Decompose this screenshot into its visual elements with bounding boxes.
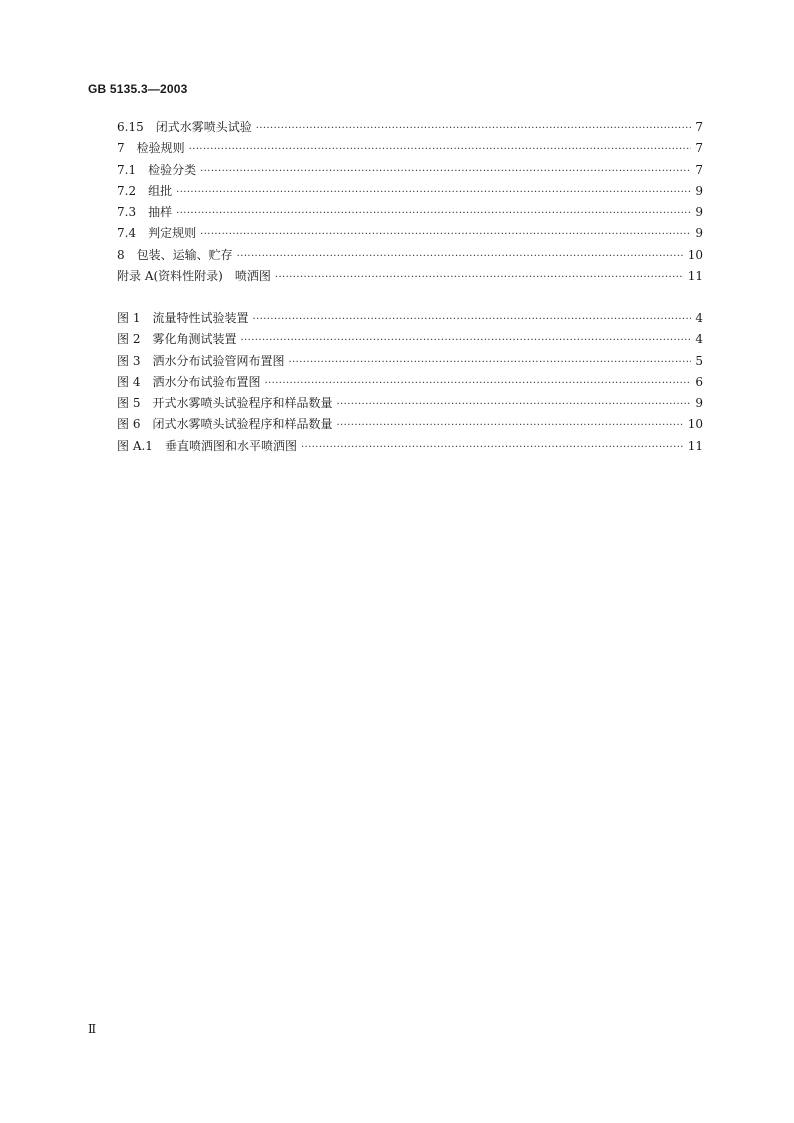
toc-entry-page: 11 [687,269,703,284]
toc-entry-title: 包装、运输、贮存 [136,247,233,262]
toc-entry-page: 9 [695,183,703,198]
toc-entry-page: 9 [695,205,703,220]
dot-leader [176,182,691,203]
toc-entry-title: 开式水雾喷头试验程序和样品数量 [152,396,333,411]
dot-leader [200,161,691,182]
toc-entry-number: 图 3 [117,353,141,368]
toc-entry-number: 8 [117,247,125,262]
toc-entry-title: 组批 [148,183,173,198]
toc-entry-title: 检验规则 [136,141,185,156]
toc-section-row[interactable] [117,117,703,138]
toc-section-row[interactable] [117,138,703,159]
toc-entry-number: 附录 A(资料性附录) [117,269,223,284]
toc-entry-page: 5 [695,353,703,368]
toc-entry-number: 图 1 [117,311,141,325]
toc-entry-title: 喷洒图 [234,269,271,284]
toc-entry-page: 4 [695,311,703,325]
dot-leader [336,415,683,436]
toc-entry-number: 7.2 [117,183,137,198]
toc-section-row[interactable] [117,160,703,181]
toc-entry-title: 洒水分布试验布置图 [152,374,261,389]
toc-entry-page: 9 [695,396,703,411]
toc-entry-page: 7 [695,120,703,134]
toc-figure-row[interactable] [117,414,703,435]
toc-entry-page: 4 [695,332,703,347]
toc-figure-row[interactable] [117,351,703,372]
toc-entry-number: 图 5 [117,396,141,411]
toc-section-row[interactable] [117,202,703,223]
toc-entry-title: 洒水分布试验管网布置图 [152,353,285,368]
toc-section-row[interactable] [117,245,703,266]
toc-figure-row[interactable] [117,329,703,350]
toc-entry-number: 6.15 [117,120,144,134]
dot-leader [264,373,691,394]
toc-entry-number: 7 [117,141,125,156]
dot-leader [200,224,691,245]
toc-entry-number: 7.1 [117,162,137,177]
page-number-roman: Ⅱ [88,1022,97,1036]
dot-leader [256,118,692,139]
toc-figure-row[interactable] [117,436,703,457]
toc-entry-page: 7 [695,141,703,156]
toc-entry-title: 垂直喷洒图和水平喷洒图 [164,438,297,453]
toc-entry-title: 闭式水雾喷头试验程序和样品数量 [152,417,333,432]
dot-leader [189,139,692,160]
toc-figures-list [117,308,703,457]
toc-entry-page: 6 [695,374,703,389]
dot-leader [288,352,691,373]
toc-entry-number: 图 4 [117,374,141,389]
toc-figure-row[interactable] [117,393,703,414]
toc-entry-number: 图 6 [117,417,141,432]
toc-entry-title: 雾化角测试装置 [152,332,237,347]
toc-entry-title: 闭式水雾喷头试验 [155,120,252,134]
toc-entry-page: 11 [687,438,703,453]
toc-entry-number: 7.4 [117,226,137,241]
toc-section-row[interactable] [117,266,703,287]
toc-entry-title: 流量特性试验装置 [152,311,249,325]
dot-leader [237,246,684,267]
toc-section-row[interactable] [117,223,703,244]
toc-entry-page: 10 [687,417,703,432]
toc-entry-number: 7.3 [117,205,137,220]
dot-leader [275,267,684,288]
standard-id-header: GB 5135.3—2003 [88,82,188,96]
toc-entry-page: 9 [695,226,703,241]
toc-sections-list [117,117,703,287]
toc-entry-page: 10 [687,247,703,262]
toc-entry-page: 7 [695,162,703,177]
toc-figure-row[interactable] [117,372,703,393]
toc-entry-number: 图 A.1 [117,438,153,453]
toc-section-row[interactable] [117,181,703,202]
toc-figure-row[interactable] [117,308,703,329]
dot-leader [240,330,691,351]
dot-leader [252,309,691,330]
toc-entry-title: 检验分类 [148,162,197,177]
toc-entry-title: 抽样 [148,205,173,220]
toc-entry-title: 判定规则 [148,226,197,241]
dot-leader [301,437,684,458]
dot-leader [176,203,691,224]
toc-entry-number: 图 2 [117,332,141,347]
dot-leader [336,394,691,415]
